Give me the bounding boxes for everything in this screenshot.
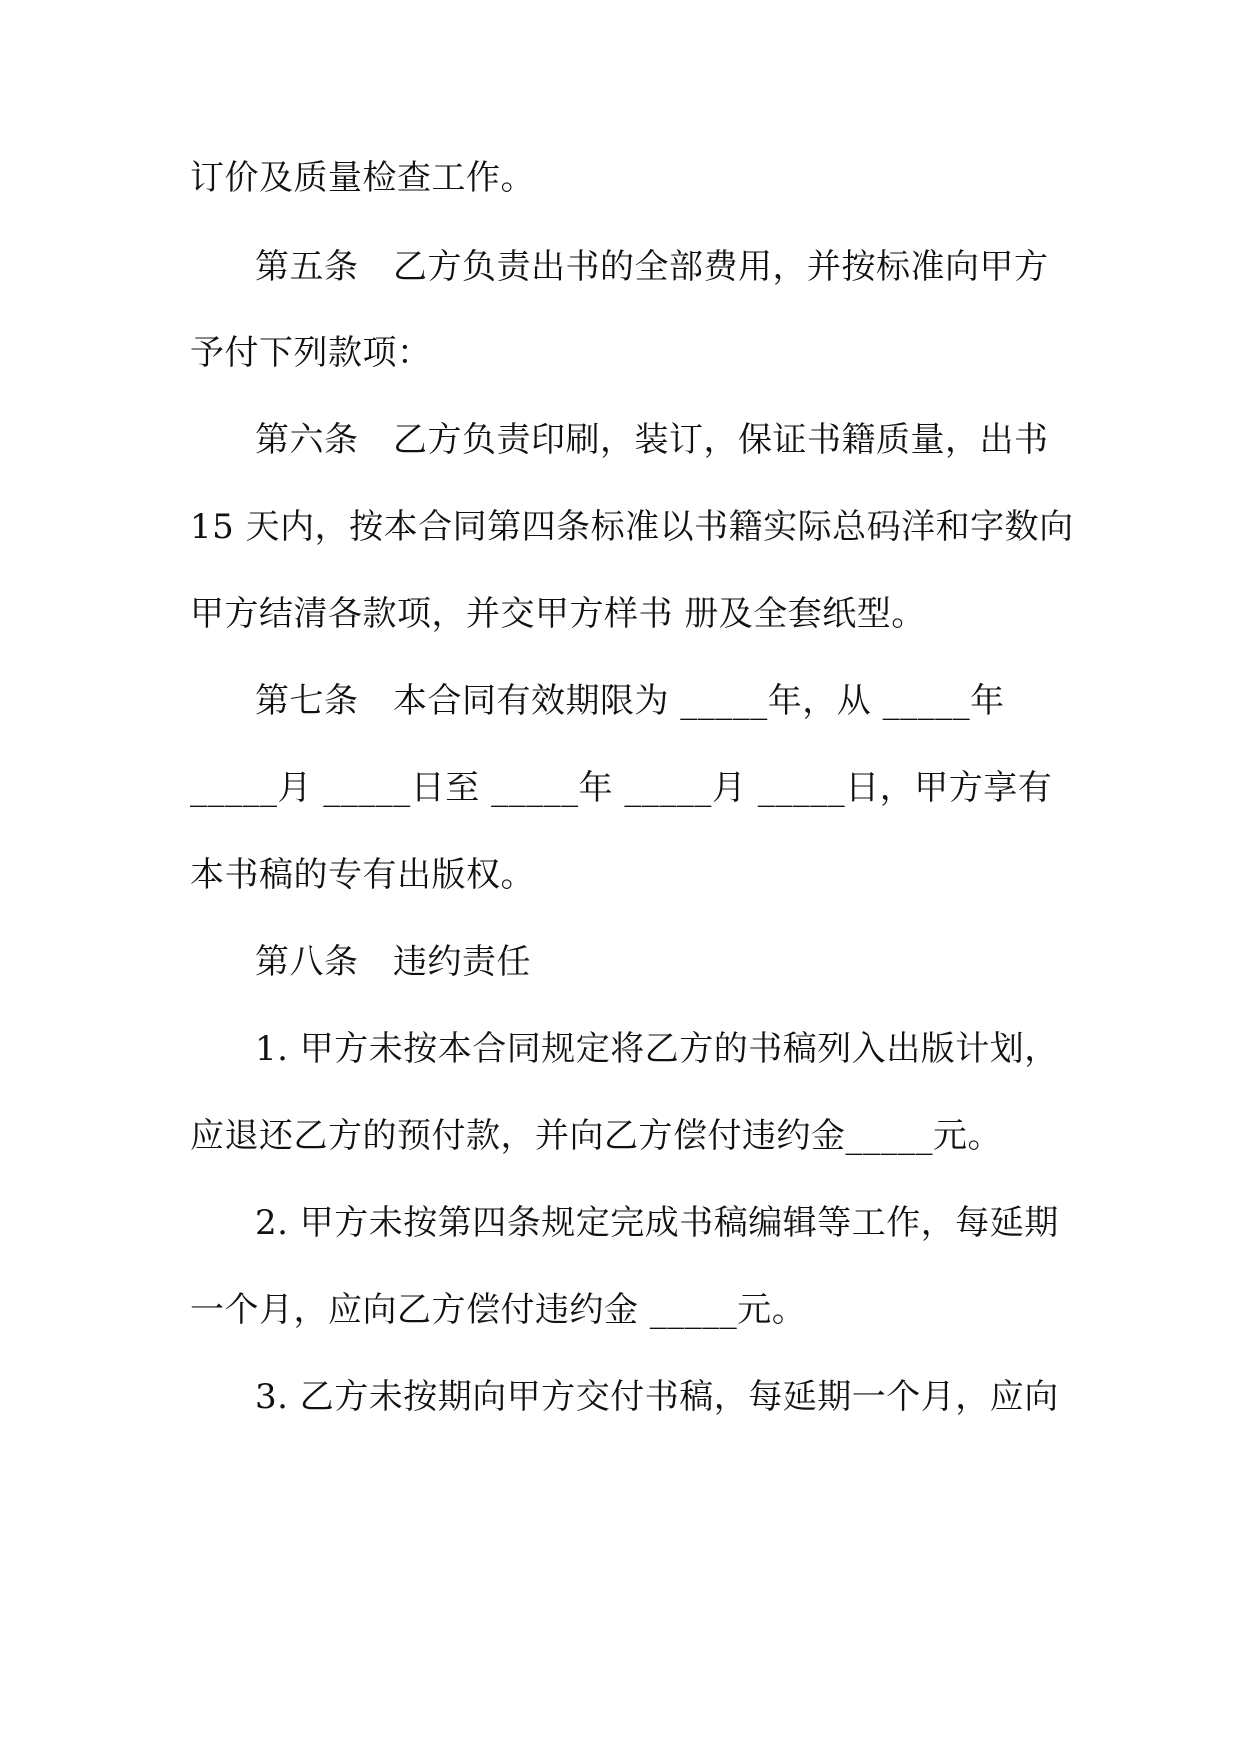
article-8-heading: 第八条 违约责任 [255,942,531,982]
text-line-8: _____月 _____日至 _____年 _____月 _____日，甲方享有 [190,768,1053,808]
text-line-14: 一个月，应向乙方偿付违约金 _____元。 [190,1290,807,1330]
clause-1-line: 1. 甲方未按本合同规定将乙方的书稿列入出版计划， [255,1029,1059,1069]
article-6-line: 第六条 乙方负责印刷，装订，保证书籍质量，出书 [255,420,1049,460]
article-5-line: 第五条 乙方负责出书的全部费用，并按标准向甲方 [255,247,1049,287]
clause-2-line: 2. 甲方未按第四条规定完成书稿编辑等工作，每延期 [255,1203,1059,1243]
text-line-9: 本书稿的专有出版权。 [190,855,535,895]
text-line-12: 应退还乙方的预付款，并向乙方偿付违约金_____元。 [190,1116,1002,1156]
text-line-5: 15 天内，按本合同第四条标准以书籍实际总码洋和字数向 [190,507,1074,547]
article-7-line: 第七条 本合同有效期限为 _____年，从 _____年 [255,681,1005,721]
text-line-1: 订价及质量检查工作。 [190,158,535,198]
clause-3-line: 3. 乙方未按期向甲方交付书稿，每延期一个月，应向 [255,1377,1059,1417]
text-line-3: 予付下列款项： [190,333,432,373]
text-line-6: 甲方结清各款项，并交甲方样书 册及全套纸型。 [190,594,926,634]
